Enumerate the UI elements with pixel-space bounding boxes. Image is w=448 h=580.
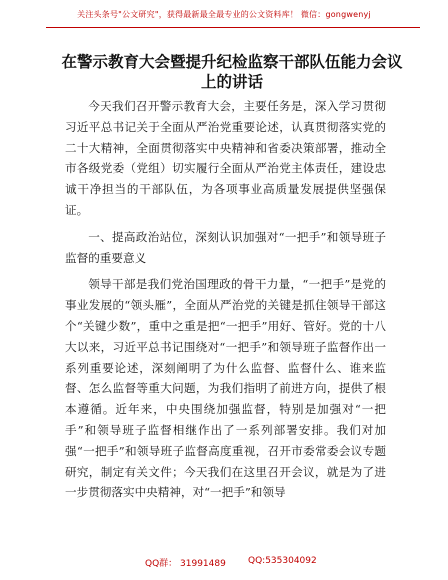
document-body xyxy=(65,96,386,509)
footer-qq: QQ:535304092 xyxy=(248,556,317,566)
document-title: 在警示教育大会暨提升纪检监察干部队伍能力会议上的讲话 xyxy=(61,52,403,91)
paragraph-body: 领导干部是我们党治国理政的骨干力量，“一把手”是党的事业发展的“领头雁”，全面从严治党的关键是抓住领导干部这个“关键少数”，重中之重是把“一把手”用好、管好。党的十八大以来，习近平总书记围绕对“一把手”和领导班子监督作出一系列重要论述，深刻阐明了为什么监督、监督什么、谁来监督、怎么监督等重大问题，为我们指明了前进方向，提供了根本遵循。近年来，中央围绕加强监督，特别是加强对“一把手”和领导班子监督相继作出了一系列部署安排。我们对加强“一把手”和领导班子监督高度重视，召开市委常委会议专题研究，制定有关文件；今天我们在这里召开会议，就是为了进一步贯彻落实中央精神，对“一把手”和领导 xyxy=(65,277,386,500)
header-banner: 关注头条号"公文研究"，获得最新最全最专业的公文资料库！ 微信：gongwenyj xyxy=(77,10,371,19)
section-heading: 一、提高政治站位，深刻认识加强对“一把手”和领导班子监督的重要意义 xyxy=(65,229,386,265)
footer xyxy=(0,554,448,570)
footer-qq-group: QQ群： 31991489 xyxy=(145,559,226,569)
header-divider xyxy=(46,27,420,28)
paragraph-intro: 今天我们召开警示教育大会，主要任务是，深入学习贯彻习近平总书记关于全面从严治党重要论述，认真贯彻落实党的二十大精神，全面贯彻落实中央精神和省委决策部署，推动全市各级党委（党组）切实履行全面从严治党主体责任，建设忠诚干净担当的干部队伍，为各项事业高质量发展提供坚强保证。 xyxy=(65,99,386,217)
